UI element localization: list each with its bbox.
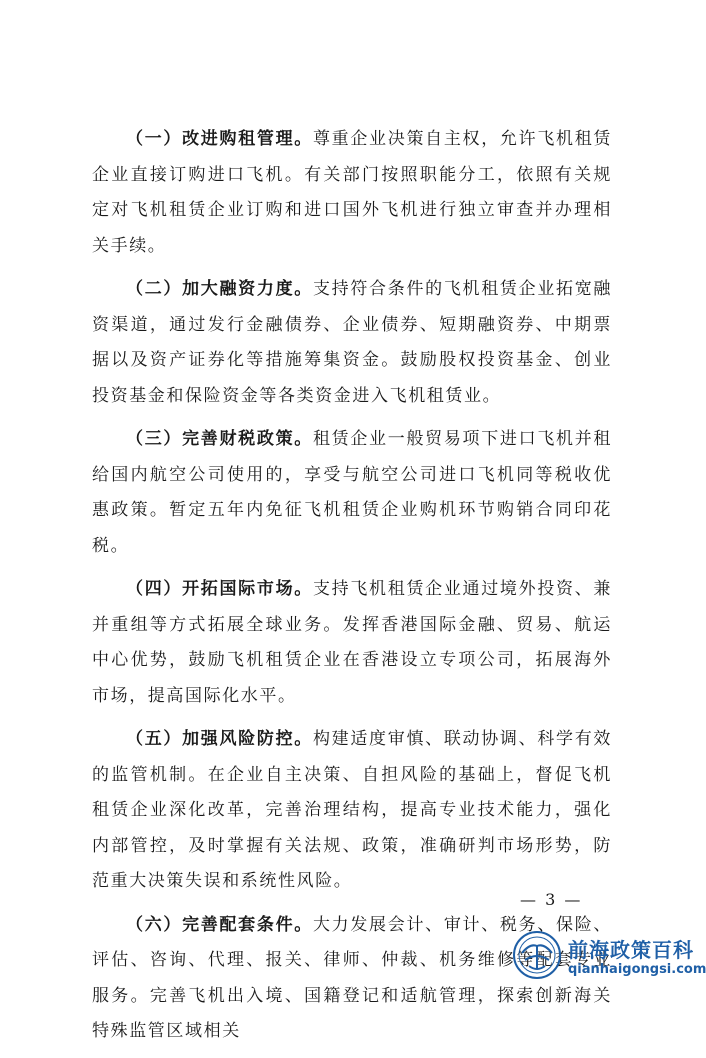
paragraph-heading: （三）完善财税政策。 (126, 429, 313, 449)
paragraph-text: 支持符合条件的飞机租赁企业拓宽融资渠道，通过发行金融债券、企业债券、短期融资券、中期票据以及资产证券化等措施筹集资金。鼓励股权投资基金、创业投资基金和保险资金等各类资金进入飞机租赁业。 (92, 279, 613, 406)
page-number: — 3 — (520, 890, 583, 909)
brand-name: 前海政策百科 (568, 938, 694, 962)
watermark-brand (512, 928, 706, 984)
brand-seal-icon (512, 930, 562, 980)
paragraph-heading: （六）完善配套条件。 (126, 914, 313, 935)
paragraph-text: 租赁企业一般贸易项下进口飞机并租给国内航空公司使用的，享受与航空公司进口飞机同等税收优惠政策。暂定五年内免征飞机租赁企业购机环节购销合同印花税。 (92, 429, 613, 556)
paragraph-text: 构建适度审慎、联动协调、科学有效的监管机制。在企业自主决策、自担风险的基础上，督促飞机租赁企业深化改革，完善治理结构，提高专业技术能力，强化内部管控，及时掌握有关法规、政策，准确研判市场形势，防范重大决策失误和系统性风险。 (92, 729, 613, 891)
paragraph-heading: （五）加强风险防控。 (126, 729, 313, 749)
paragraph-text: 大力发展会计、审计、税务、保险、评估、咨询、代理、报关、律师、仲裁、机务维修等配套专业服务。完善飞机出入境、国籍登记和适航管理，探索创新海关特殊监管区域相关 (92, 914, 613, 1041)
paragraph-5 (92, 722, 612, 900)
paragraph-heading: （四）开拓国际市场。 (126, 579, 313, 599)
paragraph-text: 尊重企业决策自主权，允许飞机租赁企业直接订购进口飞机。有关部门按照职能分工，依照有关规定对飞机租赁企业订购和进口国外飞机进行独立审查并办理相关手续。 (92, 129, 613, 256)
document-body (92, 122, 612, 1058)
paragraph-4 (92, 572, 612, 714)
paragraph-heading: （一）改进购租管理。 (126, 129, 313, 149)
paragraph-3 (92, 422, 612, 564)
paragraph-heading: （二）加大融资力度。 (126, 279, 313, 299)
paragraph-1 (92, 122, 612, 264)
paragraph-2 (92, 272, 612, 414)
brand-url: qianhaigongsi.com (568, 962, 706, 977)
paragraph-text: 支持飞机租赁企业通过境外投资、兼并重组等方式拓展全球业务。发挥香港国际金融、贸易、航运中心优势，鼓励飞机租赁企业在香港设立专项公司，拓展海外市场，提高国际化水平。 (92, 579, 613, 706)
